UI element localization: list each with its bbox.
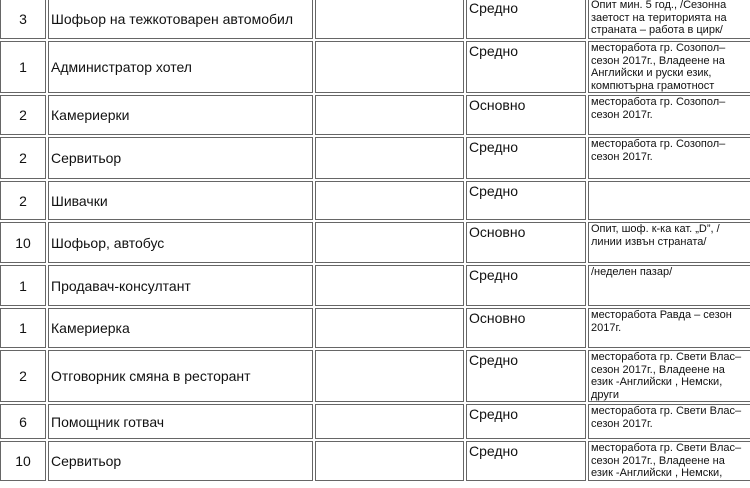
table-row — [0, 404, 750, 439]
count-cell: 10 — [0, 441, 46, 481]
position-cell: Отговорник смяна в ресторант — [48, 350, 313, 402]
notes-cell: месторабота гр. Созопол– сезон 2017г., Владеене на Английски и руски език, компютърна грамотност — [588, 41, 750, 93]
extra-cell — [315, 222, 464, 263]
table-row — [0, 308, 750, 348]
education-cell: Средно — [466, 350, 586, 402]
position-cell: Камериерки — [48, 95, 313, 135]
extra-cell — [315, 441, 464, 481]
count-cell: 1 — [0, 41, 46, 93]
table-row — [0, 95, 750, 135]
count-cell: 2 — [0, 95, 46, 135]
table-row — [0, 137, 750, 179]
position-cell: Администратор хотел — [48, 41, 313, 93]
table-row — [0, 181, 750, 220]
education-cell: Основно — [466, 95, 586, 135]
notes-cell: /неделен пазар/ — [588, 265, 750, 306]
position-cell: Камериерка — [48, 308, 313, 348]
count-cell: 1 — [0, 265, 46, 306]
notes-cell: месторабота гр. Свети Влас– сезон 2017г. — [588, 404, 750, 439]
count-cell: 2 — [0, 137, 46, 179]
count-cell: 1 — [0, 308, 46, 348]
notes-cell: месторабота Равда – сезон 2017г. — [588, 308, 750, 348]
education-cell: Средно — [466, 265, 586, 306]
education-cell: Основно — [466, 222, 586, 263]
education-cell: Средно — [466, 181, 586, 220]
count-cell: 10 — [0, 222, 46, 263]
extra-cell — [315, 181, 464, 220]
count-cell: 2 — [0, 350, 46, 402]
count-cell: 3 — [0, 0, 46, 39]
education-cell: Средно — [466, 441, 586, 481]
education-cell: Средно — [466, 41, 586, 93]
extra-cell — [315, 308, 464, 348]
notes-cell: месторабота гр. Созопол– сезон 2017г. — [588, 95, 750, 135]
count-cell: 6 — [0, 404, 46, 439]
position-cell: Продавач-консултант — [48, 265, 313, 306]
position-cell: Шивачки — [48, 181, 313, 220]
education-cell: Основно — [466, 308, 586, 348]
extra-cell — [315, 404, 464, 439]
position-cell: Сервитьор — [48, 137, 313, 179]
table-row — [0, 265, 750, 306]
extra-cell — [315, 137, 464, 179]
count-cell: 2 — [0, 181, 46, 220]
education-cell: Средно — [466, 137, 586, 179]
table-row — [0, 350, 750, 402]
notes-cell — [588, 181, 750, 220]
extra-cell — [315, 41, 464, 93]
education-cell: Средно — [466, 0, 586, 39]
table-row — [0, 441, 750, 481]
position-cell: Сервитьор — [48, 441, 313, 481]
notes-cell: месторабота гр. Свети Влас– сезон 2017г., Владеене на език -Английски , Немски, — [588, 441, 750, 481]
position-cell: Шофьор, автобус — [48, 222, 313, 263]
table-row — [0, 222, 750, 263]
extra-cell — [315, 0, 464, 39]
extra-cell — [315, 350, 464, 402]
table-row — [0, 0, 750, 39]
notes-cell: Опит, шоф. к-ка кат. „D”, /линии извън страната/ — [588, 222, 750, 263]
position-cell: Шофьор на тежкотоварен автомобил — [48, 0, 313, 39]
education-cell: Средно — [466, 404, 586, 439]
extra-cell — [315, 95, 464, 135]
extra-cell — [315, 265, 464, 306]
notes-cell: месторабота гр. Свети Влас– сезон 2017г., Владеене на език -Английски , Немски, други — [588, 350, 750, 402]
table-row — [0, 41, 750, 93]
notes-cell: месторабота гр. Созопол– сезон 2017г. — [588, 137, 750, 179]
notes-cell: Опит мин. 5 год., /Сезонна заетост на територията на страната – работа в цирк/ — [588, 0, 750, 39]
position-cell: Помощник готвач — [48, 404, 313, 439]
